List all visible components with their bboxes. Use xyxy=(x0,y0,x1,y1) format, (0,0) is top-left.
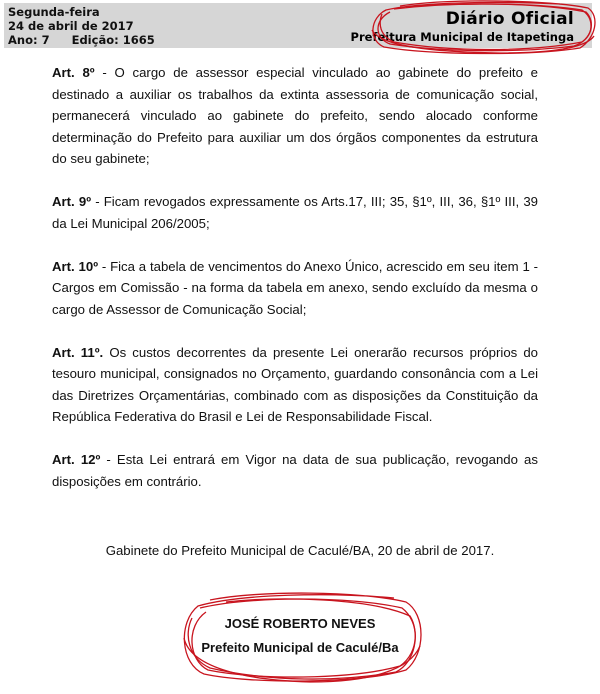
page-header xyxy=(4,3,592,48)
decree-articles xyxy=(52,62,538,514)
article-label: Art. 11º. xyxy=(52,344,104,360)
article-label: Art. 9º xyxy=(52,194,92,209)
header-title: Diário Oficial xyxy=(445,9,574,29)
header-year: Ano: 7 xyxy=(8,33,50,47)
article-text: - Fica a tabela de vencimentos do Anexo Único, acrescido em seu item 1 - Cargos em Comissão - na forma da tabela em anexo, sendo excluído da mesma o cargo de Assessor de Comunicação Social; xyxy=(52,258,538,317)
article-9 xyxy=(52,191,538,234)
article-8 xyxy=(52,62,538,170)
header-subtitle: Prefeitura Municipal de Itapetinga xyxy=(350,30,574,44)
header-title-block xyxy=(351,8,574,44)
article-label: Art. 10º xyxy=(52,258,99,274)
article-label: Art. 8º xyxy=(52,65,95,80)
article-text: - O cargo de assessor especial vinculado ao gabinete do prefeito e destinado a auxiliar os trabalhos da extinta assessoria de comunicação social, permanecerá vinculado ao gabinete do prefeito, sendo alocado conforme determinação do Prefeito para auxiliar um dos órgãos componentes da estrutura do seu gabinete; xyxy=(52,65,538,166)
header-date: 24 de abril de 2017 xyxy=(8,19,134,33)
header-weekday: Segunda-feira xyxy=(8,5,100,19)
header-date-block xyxy=(8,5,177,47)
article-text: - Ficam revogados expressamente os Arts.17, III; 35, §1º, III, 36, §1º III, 39 da Lei Municipal 206/2005; xyxy=(52,194,538,231)
header-edition: Edição: 1665 xyxy=(71,33,155,47)
article-10 xyxy=(52,256,538,321)
article-label: Art. 12º xyxy=(52,452,101,467)
article-text: - Esta Lei entrará em Vigor na data de sua publicação, revogando as disposições em contrário. xyxy=(52,452,538,489)
signatory-name: JOSÉ ROBERTO NEVES xyxy=(224,616,376,631)
article-text: Os custos decorrentes da presente Lei onerarão recursos próprios do tesouro municipal, consignados no Orçamento, guardando consonância com a Lei das Diretrizes Orçamentárias, combinado com as disposições da Constituição da República Federativa do Brasil e Lei de Responsabilidade Fiscal. xyxy=(52,344,539,424)
article-11 xyxy=(52,342,538,428)
place-and-date: Gabinete do Prefeito Municipal de Caculé/BA, 20 de abril de 2017. xyxy=(105,543,495,558)
article-12 xyxy=(52,449,538,492)
signatory-title: Prefeito Municipal de Caculé/Ba xyxy=(201,640,399,655)
